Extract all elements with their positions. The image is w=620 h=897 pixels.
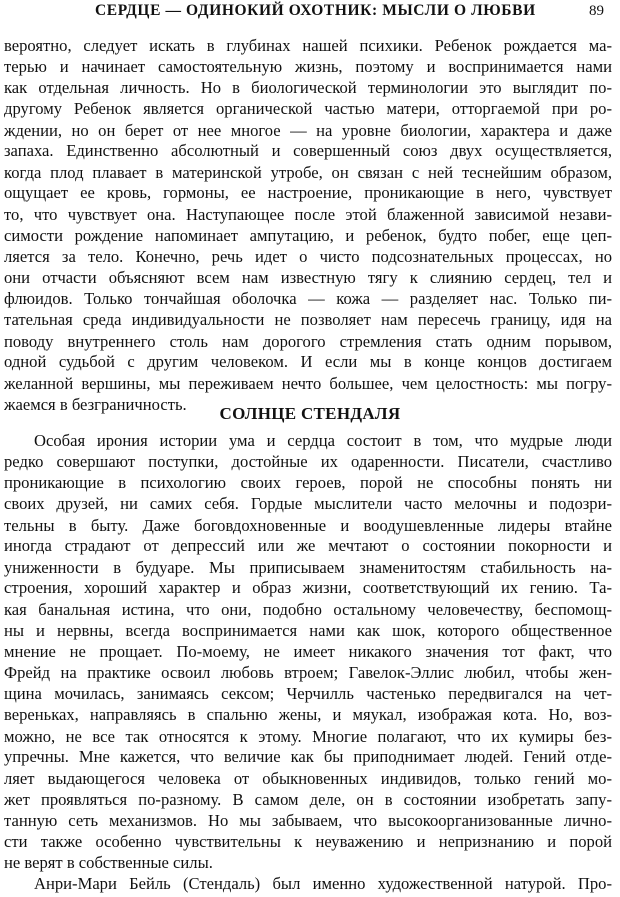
text-line: когда плод плавает в материнской утробе, он связан с ней теснейшим образом, — [4, 162, 612, 182]
running-title: СЕРДЦЕ — ОДИНОКИЙ ОХОТНИК: МЫСЛИ О ЛЮБВИ — [95, 2, 536, 19]
text-line: Особая ирония истории ума и сердца состоит в том, что мудрые люди — [34, 431, 612, 451]
text-line: то, что чувствует она. Наступающее после этой блаженной зависимой незави- — [4, 204, 612, 224]
text-line: жет проявляться по-разному. В самом деле, он в состоянии изобретать запу- — [4, 789, 612, 809]
text-line: ны и нервны, всегда воспринимается нами как шок, которого общественное — [4, 620, 612, 640]
text-line: флюидов. Только тончайшая оболочка — кожа — разделяет нас. Только пи- — [4, 289, 612, 309]
text-line: Фрейд на практике освоил любовь втроем; Гавелок-Эллис любил, чтобы жен- — [4, 662, 612, 682]
text-line: ждении, но он берет от нее многое — на уровне биологии, характера и даже — [4, 120, 612, 140]
text-line: другому Ребенок является органической частью матери, отторгаемой при ро- — [4, 98, 612, 118]
text-line: Анри-Мари Бейль (Стендаль) был именно художественной натурой. Про- — [34, 874, 612, 893]
text-line: запаха. Единственно абсолютный и совершенный союз двух осуществляется, — [4, 141, 612, 161]
text-line: проникающие в психологию своих героев, порой не способны понять ни — [4, 473, 612, 493]
text-line: вероятно, следует искать в глубинах нашей психики. Ребенок рождается ма- — [4, 36, 612, 55]
running-header — [0, 2, 620, 24]
text-line: поводу внутреннего столь нам дорогого стремления стать одним порывом, — [4, 331, 612, 351]
text-line: ляет выдающегося человека от обыкновенных индивидов, только гений мо- — [4, 768, 612, 788]
text-line: тательная среда индивидуальности не позволяет нам пересечь границу, идя на — [4, 310, 612, 329]
text-line: тельны в быту. Даже боговдохновенные и воодушевленные лидеры втайне — [4, 515, 612, 535]
text-line: строения, хороший характер и образ жизни, соответствующий их гению. Та- — [4, 578, 612, 598]
text-line: ляется за тело. Конечно, речь идет о чисто подсознательных процессах, но — [4, 247, 612, 267]
text-line: мнение не прощает. По-моему, не имеет никакого значения тот факт, что — [4, 642, 612, 662]
text-line: они отчасти объясняют всем нам известную тягу к слиянию сердец, тел и — [4, 267, 612, 287]
text-line: желанной вершины, мы переживаем нечто большее, чем целостность: мы погру- — [4, 373, 612, 393]
page-number: 89 — [589, 3, 604, 19]
text-line: редко совершают поступки, достойные их одаренности. Писатели, счастливо — [4, 451, 612, 471]
text-line: терью и начинает самостоятельную жизнь, поэтому и воспринимается нами — [4, 56, 612, 76]
text-line: униженности в будуаре. Мы приписываем знаменитостям стабильность на- — [4, 557, 612, 577]
text-line: вереньках, направляясь в спальню жены, и мяукал, изображая кота. Но, воз- — [4, 705, 612, 725]
text-line: иногда страдают от депрессий или же мечтают о состоянии покорности и — [4, 536, 612, 556]
text-line: симости рождение напоминает ампутацию, и ребенок, будто побег, еще цеп- — [4, 225, 612, 245]
section-heading: СОЛНЦЕ СТЕНДАЛЯ — [219, 403, 401, 423]
text-line: щина мочилась, занимаясь сексом; Черчилль частенько передвигался на чет- — [4, 684, 612, 704]
text-line: кая банальная истина, что они, подобно остальному человечеству, беспомощ- — [4, 600, 612, 619]
text-line: танную сеть механизмов. Но мы забываем, что высокоорганизованные лично- — [4, 811, 612, 831]
text-line: ощущает ее кровь, гормоны, ее настроение, проникающие в него, чувствует — [4, 183, 612, 203]
text-line: как отдельная личность. Но в биологической терминологии это выглядит по- — [4, 78, 612, 98]
text-line: жаемся в безграничность. — [4, 394, 187, 414]
text-line: своих друзей, ни самих себя. Гордые мыслители часто мелочны и подозри- — [4, 493, 612, 513]
text-line: сти также особенно чувствительны к неуважению и непризнанию и порой — [4, 831, 612, 851]
text-line: не верят в собственные силы. — [4, 853, 213, 873]
text-line: одной судьбой с другим человеком. И если мы в конце концов достигаем — [4, 352, 612, 372]
text-line: упречны. Мне кажется, что величие как бы приподнимает людей. Гений отде- — [4, 747, 612, 767]
text-line: можно, не все так относятся к этому. Многие полагают, что их кумиры без- — [4, 726, 612, 746]
